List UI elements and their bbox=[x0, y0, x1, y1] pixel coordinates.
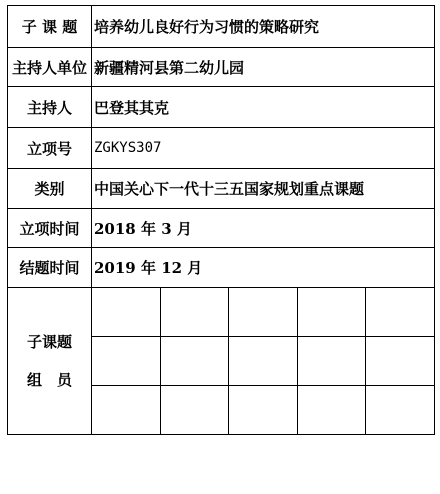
label-completion-time: 结题时间 bbox=[8, 248, 92, 288]
member-cell bbox=[161, 337, 229, 386]
label-host-unit: 主持人单位 bbox=[8, 48, 92, 87]
value-host-unit: 新疆精河县第二幼儿园 bbox=[92, 48, 435, 87]
row-host-unit bbox=[8, 48, 435, 87]
member-cell bbox=[298, 337, 366, 386]
value-completion-time: 2019 年 12 月 bbox=[92, 248, 435, 288]
row-approval-time bbox=[8, 209, 435, 248]
label-members-line2: 组 员 bbox=[26, 371, 72, 389]
project-info-table bbox=[7, 5, 435, 435]
label-project-number: 立项号 bbox=[8, 128, 92, 169]
member-cell bbox=[92, 288, 161, 337]
label-approval-time: 立项时间 bbox=[8, 209, 92, 248]
value-project-number: ZGKYS307 bbox=[92, 128, 435, 169]
value-approval-time: 2018 年 3 月 bbox=[92, 209, 435, 248]
row-project-number bbox=[8, 128, 435, 169]
member-cell bbox=[366, 288, 435, 337]
member-cell bbox=[161, 386, 229, 435]
label-host: 主持人 bbox=[8, 87, 92, 128]
label-subproject: 子 课 题 bbox=[8, 6, 92, 48]
value-host: 巴登其其克 bbox=[92, 87, 435, 128]
row-completion-time bbox=[8, 248, 435, 288]
label-category: 类别 bbox=[8, 169, 92, 209]
member-cell bbox=[92, 337, 161, 386]
row-category bbox=[8, 169, 435, 209]
label-members-line1: 子课题 bbox=[26, 333, 72, 351]
member-cell bbox=[161, 288, 229, 337]
member-cell bbox=[92, 386, 161, 435]
member-cell bbox=[298, 386, 366, 435]
member-cell bbox=[298, 288, 366, 337]
row-subproject bbox=[8, 6, 435, 48]
label-members bbox=[8, 288, 92, 435]
row-host bbox=[8, 87, 435, 128]
member-cell bbox=[366, 337, 435, 386]
member-cell bbox=[229, 386, 298, 435]
member-cell bbox=[366, 386, 435, 435]
value-subproject: 培养幼儿良好行为习惯的策略研究 bbox=[92, 6, 435, 48]
member-cell bbox=[229, 337, 298, 386]
member-cell bbox=[229, 288, 298, 337]
value-category: 中国关心下一代十三五国家规划重点课题 bbox=[92, 169, 435, 209]
members-row bbox=[8, 288, 435, 337]
project-info-sheet bbox=[7, 5, 435, 435]
